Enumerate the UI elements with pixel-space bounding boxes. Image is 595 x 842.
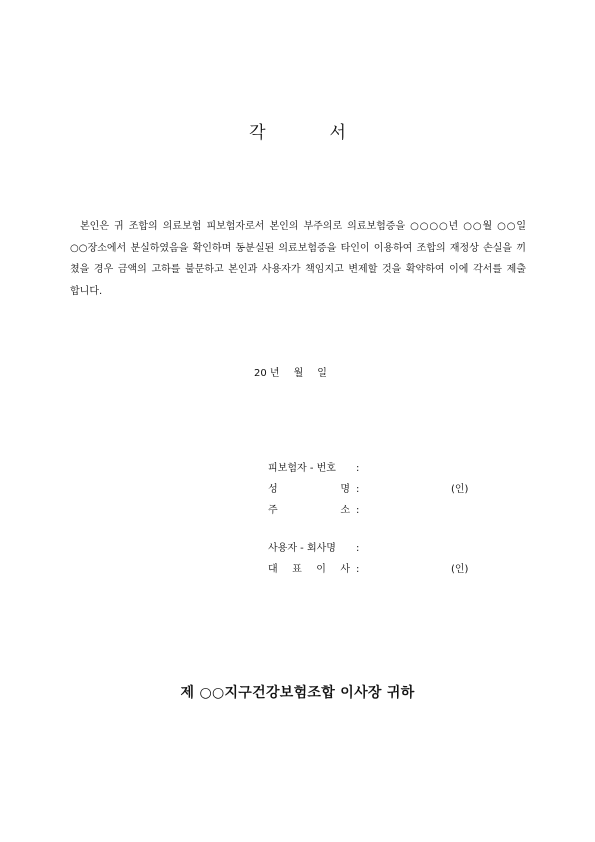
insured-number-label: 피보험자 - 번호 — [268, 463, 336, 474]
pledge-body-paragraph — [70, 216, 526, 302]
title-char-1: 각 — [249, 123, 266, 143]
date-year: 20 년 — [254, 368, 280, 379]
employer-company-label: 사용자 - 회사명 — [268, 543, 336, 554]
document-title — [0, 118, 595, 143]
employer-representative-label: 대 표 이 사 — [268, 564, 350, 575]
insured-seal: (인) — [451, 484, 469, 495]
date-line — [254, 364, 327, 379]
title-char-2: 서 — [329, 123, 346, 143]
date-day: 일 — [317, 368, 327, 379]
insured-address-colon: : — [356, 505, 360, 516]
employer-representative-colon: : — [356, 564, 360, 575]
body-text: 본인은 귀 조합의 의료보험 피보험자로서 본인의 부주의로 의료보험증을 ○○○○년 ○○월 ○○일 ○○장소에서 분실하였음을 확인하며 동분실된 의료보험증을 타인이 이용하여 조합의 재정상 손실을 끼쳤을 경우 금액의 고하를 불문하고 본인과 사용자가 책임지고 변제할 것을 확약하여 이에 각서를 제출합니다. — [70, 221, 526, 297]
insured-address-label: 주 소 — [268, 505, 350, 516]
employer-company-colon: : — [356, 543, 360, 554]
insured-number-colon: : — [356, 463, 360, 474]
insured-name-colon: : — [356, 484, 360, 495]
employer-seal: (인) — [451, 564, 469, 575]
addressee-line: 제 ○○지구건강보험조합 이사장 귀하 — [180, 685, 415, 701]
insured-name-label: 성 명 — [268, 484, 350, 495]
date-month: 월 — [293, 368, 304, 379]
